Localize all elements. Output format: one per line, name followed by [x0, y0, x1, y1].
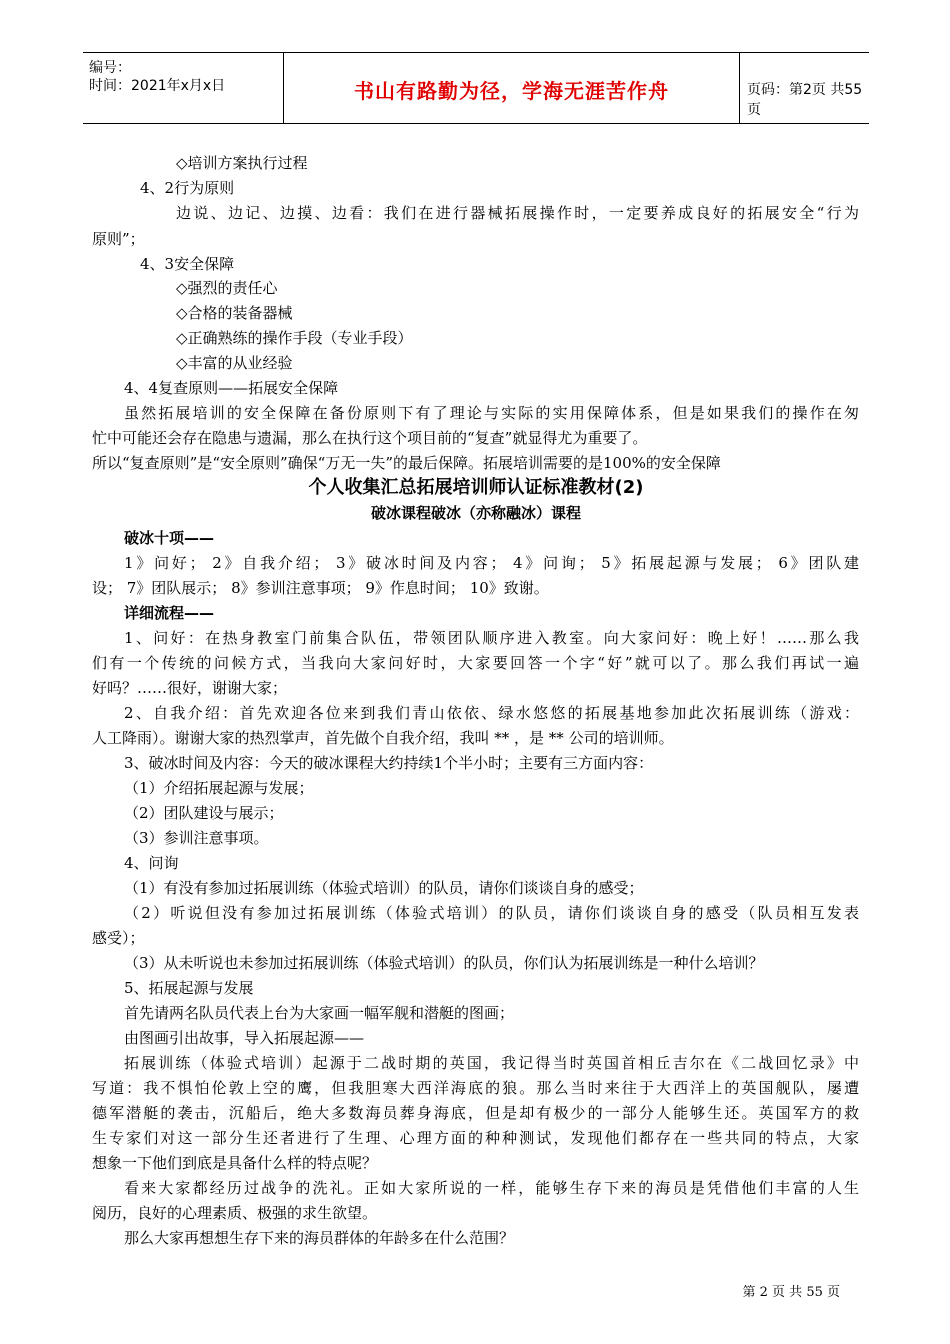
text-line: 4、3安全保障 — [140, 255, 235, 273]
text-line: 4、2行为原则 — [140, 179, 235, 197]
text-line: 所以“复查原则”是“安全原则”确保“万无一失”的最后保障。拓展培训需要的是100%的安全保障 — [92, 454, 721, 472]
document-number-label: 编号： — [89, 60, 131, 76]
text-line: 5、拓展起源与发展 — [124, 979, 254, 997]
text-line: 那么大家再想想生存下来的海员群体的年龄多在什么范围？ — [124, 1229, 515, 1247]
text-line: 忙中可能还会存在隐患与遗漏，那么在执行这个项目前的“复查”就显得尤为重要了。 — [92, 429, 648, 447]
text-line: 阅历，良好的心理素质、极强的求生欲望。 — [92, 1204, 378, 1222]
text-line: 4、4复查原则——拓展安全保障 — [124, 379, 339, 397]
text-line: （3）参训注意事项。 — [124, 829, 269, 847]
header-motto-cell — [283, 53, 740, 123]
text-line: ◇强烈的责任心 — [176, 279, 278, 297]
page-header — [83, 52, 869, 124]
text-line: （3）从未听说也未参加过拓展训练（体验式培训）的队员，你们认为拓展训练是一种什么培训？ — [124, 954, 764, 972]
document-subtitle: 破冰课程破冰（亦称融冰）课程 — [370, 504, 581, 522]
text-line: ◇培训方案执行过程 — [176, 154, 308, 172]
header-page-number: 页码：第2页 共55页 — [747, 82, 863, 118]
text-line: （1）介绍拓展起源与发展； — [124, 779, 314, 797]
text-line: 边说、边记、边摸、边看：我们在进行器械拓展操作时，一定要养成良好的拓展安全“行为 — [176, 204, 859, 222]
page-footer: 第 2 页 共 55 页 — [742, 1285, 840, 1300]
text-line: 3、破冰时间及内容：今天的破冰课程大约持续1个半小时；主要有三方面内容： — [124, 754, 654, 772]
text-line: 原则”； — [92, 230, 145, 248]
text-line: 首先请两名队员代表上台为大家画一幅军舰和潜艇的图画； — [124, 1004, 515, 1022]
text-line: 好吗？……很好，谢谢大家； — [92, 679, 288, 697]
text-line: 1》问好； 2》自我介绍； 3》破冰时间及内容； 4》问询； 5》拓展起源与发展； 6》团队建 — [124, 554, 859, 572]
header-motto: 书山有路勤为径，学海无涯苦作舟 — [354, 79, 669, 103]
text-line: ◇正确熟练的操作手段（专业手段） — [176, 329, 413, 347]
text-line: 4、问询 — [124, 854, 179, 872]
text-line: （2）团队建设与展示； — [124, 804, 284, 822]
text-line: 想象一下他们到底是具备什么样的特点呢？ — [92, 1154, 378, 1172]
document-title: 个人收集汇总拓展培训师认证标准教材(2) — [308, 477, 644, 498]
text-line: 拓展训练（体验式培训）起源于二战时期的英国，我记得当时英国首相丘吉尔在《二战回忆录》中 — [124, 1054, 859, 1072]
text-line: 1、问好：在热身教室门前集合队伍，带领团队顺序进入教室。向大家问好：晚上好！……那么我 — [124, 629, 859, 647]
text-line: 们有一个传统的问候方式，当我向大家问好时，大家要回答一个字“好”就可以了。那么我们再试一遍 — [92, 654, 859, 672]
section-heading: 详细流程—— — [124, 604, 215, 622]
text-line: （1）有没有参加过拓展训练（体验式培训）的队员，请你们谈谈自身的感受； — [124, 879, 644, 897]
text-line: ◇丰富的从业经验 — [176, 354, 293, 372]
text-line: ◇合格的装备器械 — [176, 304, 293, 322]
text-line: 写道：我不惧怕伦敦上空的鹰，但我胆寒大西洋海底的狼。那么当时来往于大西洋上的英国舰队，屡遭 — [92, 1079, 859, 1097]
text-line: 2、自我介绍：首先欢迎各位来到我们青山依依、绿水悠悠的拓展基地参加此次拓展训练（游戏： — [124, 704, 859, 722]
text-line: 由图画引出故事，导入拓展起源—— — [124, 1029, 365, 1047]
text-line: 设； 7》团队展示； 8》参训注意事项； 9》作息时间； 10》致谢。 — [92, 579, 549, 597]
text-line: 看来大家都经历过战争的洗礼。正如大家所说的一样，能够生存下来的海员是凭借他们丰富的人生 — [124, 1179, 859, 1197]
text-line: 感受）； — [92, 929, 145, 947]
header-meta-cell — [83, 53, 283, 123]
header-page-cell — [739, 53, 869, 123]
document-time-label: 时间：2021年x月x日 — [89, 78, 226, 94]
text-line: 生专家们对这一部分生还者进行了生理、心理方面的种种测试，发现他们都存在一些共同的特点，大家 — [92, 1129, 859, 1147]
text-line: 虽然拓展培训的安全保障在备份原则下有了理论与实际的实用保障体系，但是如果我们的操作在匆 — [124, 404, 859, 422]
section-heading: 破冰十项—— — [124, 529, 215, 547]
text-line: 德军潜艇的袭击，沉船后，绝大多数海员葬身海底，但是却有极少的一部分人能够生还。英国军方的救 — [92, 1104, 859, 1122]
text-line: 人工降雨）。谢谢大家的热烈掌声，首先做个自我介绍，我叫 ** ，是 ** 公司的培训师。 — [92, 729, 674, 747]
text-line: （2）听说但没有参加过拓展训练（体验式培训）的队员，请你们谈谈自身的感受（队员相互发表 — [124, 904, 859, 922]
